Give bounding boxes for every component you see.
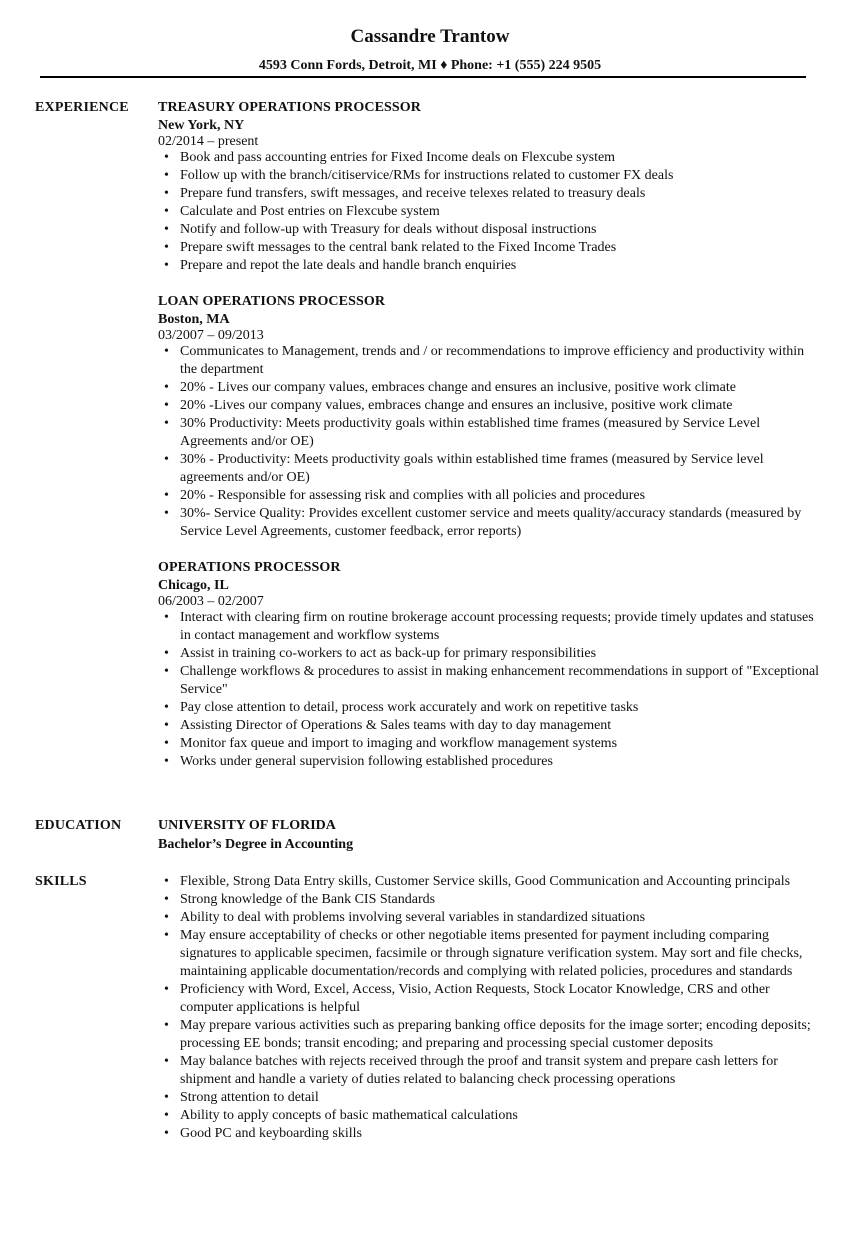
bullet-item: • 30%- Service Quality: Provides excellent customer service and meets quality/accuracy standards (measured by Service Level Agreements, customer feedback, error reports) [158, 505, 823, 541]
header-divider [40, 76, 806, 78]
resume-header [0, 24, 860, 75]
bullet-item: • Book and pass accounting entries for Fixed Income deals on Flexcube system [158, 149, 823, 167]
bullet-item: • Communicates to Management, trends and / or recommendations to improve efficiency and productivity within the department [158, 343, 823, 379]
job-entry [158, 559, 823, 771]
candidate-name: Cassandre Trantow [350, 26, 510, 47]
job-bullets [158, 343, 823, 541]
skill-item: • May prepare various activities such as preparing banking office deposits for the image sorter; encoding deposits; processing EE bonds; transit encoding; and preparing and processing special customer deposits [158, 1017, 823, 1053]
job-location: Chicago, IL [158, 578, 229, 593]
bullet-item: • 30% Productivity: Meets productivity goals within established time frames (measured by Service Level Agreements and/or OE) [158, 415, 823, 451]
job-title: TREASURY OPERATIONS PROCESSOR [158, 100, 422, 115]
bullet-item: • Calculate and Post entries on Flexcube system [158, 203, 823, 221]
bullet-item: • Monitor fax queue and import to imaging and workflow management systems [158, 735, 823, 753]
job-location: New York, NY [158, 118, 245, 133]
section-label-skills: SKILLS [35, 874, 87, 889]
skill-item: • Good PC and keyboarding skills [158, 1125, 823, 1143]
skill-item: • Ability to apply concepts of basic mathematical calculations [158, 1107, 823, 1125]
skill-item: • Strong attention to detail [158, 1089, 823, 1107]
job-location: Boston, MA [158, 312, 230, 327]
job-bullets [158, 149, 823, 275]
job-dates: 03/2007 – 09/2013 [158, 328, 264, 343]
bullet-item: • 20% - Responsible for assessing risk and complies with all policies and procedures [158, 487, 823, 505]
skill-item: • Flexible, Strong Data Entry skills, Customer Service skills, Good Communication and Accounting principals [158, 873, 823, 891]
skills-list [158, 873, 823, 1143]
bullet-item: • Works under general supervision following established procedures [158, 753, 823, 771]
job-entry [158, 293, 823, 541]
skill-item: • May ensure acceptability of checks or other negotiable items presented for payment including comparing signatures to applicable specimen, facsimile or through signature verification system. May sort and file checks, maintaining applicable documentation/records and complying with related policies, procedures and standards [158, 927, 823, 981]
bullet-item: • Prepare fund transfers, swift messages, and receive telexes related to treasury deals [158, 185, 823, 203]
experience-body [158, 99, 823, 789]
skill-item: • Proficiency with Word, Excel, Access, Visio, Action Requests, Stock Locator Knowledge, CRS and other computer applications is helpful [158, 981, 823, 1017]
bullet-item: • Interact with clearing firm on routine brokerage account processing requests; provide timely updates and statuses in contact management and workflow systems [158, 609, 823, 645]
contact-line: 4593 Conn Fords, Detroit, MI ♦ Phone: +1 (555) 224 9505 [258, 58, 602, 73]
skill-item: • Strong knowledge of the Bank CIS Standards [158, 891, 823, 909]
education-degree: Bachelor’s Degree in Accounting [158, 837, 354, 852]
bullet-item: • 20% - Lives our company values, embraces change and ensures an inclusive, positive work climate [158, 379, 823, 397]
skills-body [158, 873, 823, 1143]
job-title: LOAN OPERATIONS PROCESSOR [158, 294, 386, 309]
bullet-item: • Prepare swift messages to the central bank related to the Fixed Income Trades [158, 239, 823, 257]
job-entry [158, 99, 823, 275]
job-dates: 02/2014 – present [158, 134, 259, 149]
skill-item: • May balance batches with rejects received through the proof and transit system and prepare cash letters for shipment and handle a variety of duties related to balancing check processing operations [158, 1053, 823, 1089]
section-label-education: EDUCATION [35, 818, 122, 833]
bullet-item: • Pay close attention to detail, process work accurately and work on repetitive tasks [158, 699, 823, 717]
job-title: OPERATIONS PROCESSOR [158, 560, 341, 575]
bullet-item: • Prepare and repot the late deals and handle branch enquiries [158, 257, 823, 275]
job-bullets [158, 609, 823, 771]
bullet-item: • Assist in training co-workers to act as back-up for primary responsibilities [158, 645, 823, 663]
bullet-item: • Challenge workflows & procedures to assist in making enhancement recommendations in support of "Exceptional Service" [158, 663, 823, 699]
bullet-item: • Notify and follow-up with Treasury for deals without disposal instructions [158, 221, 823, 239]
bullet-item: • Follow up with the branch/citiservice/RMs for instructions related to customer FX deals [158, 167, 823, 185]
education-school: UNIVERSITY OF FLORIDA [158, 818, 336, 833]
bullet-item: • 30% - Productivity: Meets productivity goals within established time frames (measured by Service level agreements and/or OE) [158, 451, 823, 487]
bullet-item: • Assisting Director of Operations & Sales teams with day to day management [158, 717, 823, 735]
skill-item: • Ability to deal with problems involving several variables in standardized situations [158, 909, 823, 927]
section-label-experience: EXPERIENCE [35, 100, 129, 115]
bullet-item: • 20% -Lives our company values, embraces change and ensures an inclusive, positive work climate [158, 397, 823, 415]
job-dates: 06/2003 – 02/2007 [158, 594, 264, 609]
education-body [158, 817, 823, 855]
